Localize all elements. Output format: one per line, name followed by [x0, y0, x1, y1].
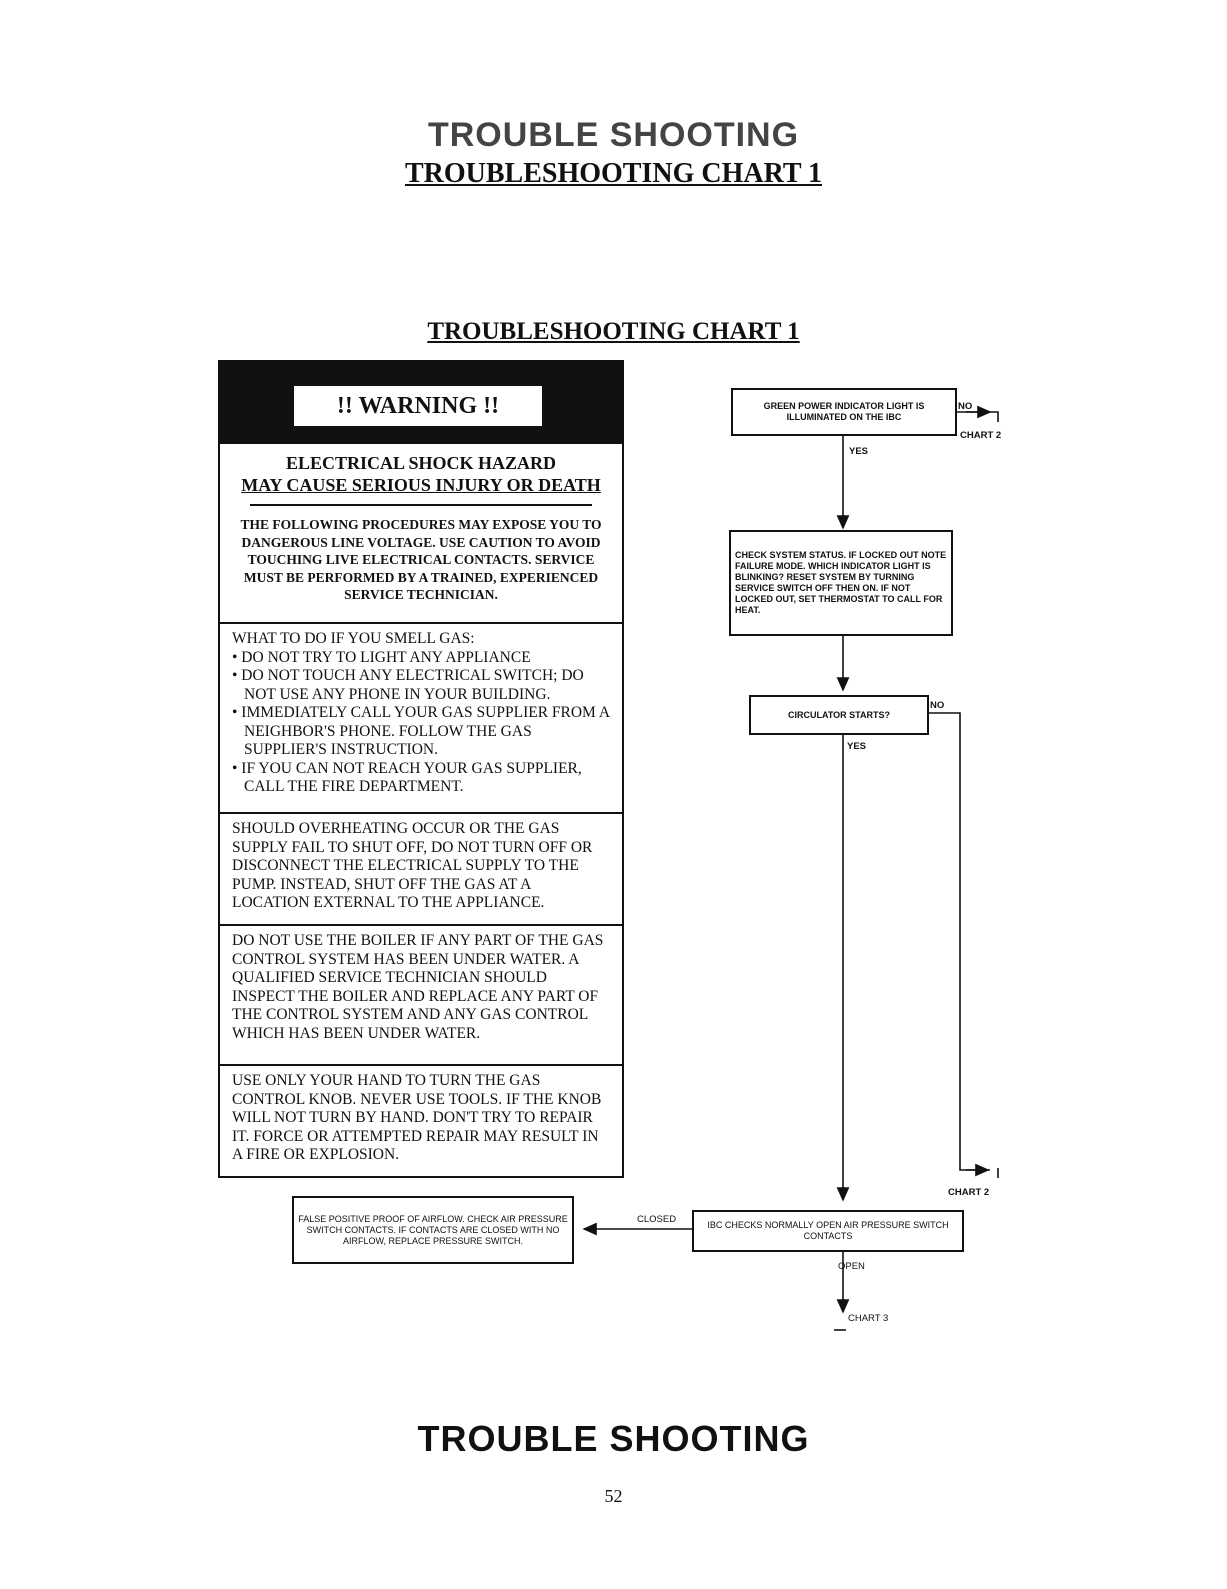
chart-2-reference: CHART 2 — [948, 1187, 990, 1198]
open-label: OPEN — [838, 1261, 865, 1272]
page-number: 52 — [604, 1486, 623, 1506]
power-indicator-box: GREEN POWER INDICATOR LIGHT IS ILLUMINATED ON THE IBC — [731, 388, 957, 436]
air-pressure-switch-box: IBC CHECKS NORMALLY OPEN AIR PRESSURE SWITCH CONTACTS — [692, 1210, 964, 1252]
hazard-text: THE FOLLOWING PROCEDURES MAY EXPOSE YOU TO DANGEROUS LINE VOLTAGE. USE CAUTION TO AVOID TOUCHING LIVE ELECTRICAL CONTACTS. SERVICE MUST BE PERFORMED BY A TRAINED, EXPERIENCED SERVICE TECHNICIAN. — [240, 517, 602, 602]
yes-label: YES — [847, 741, 867, 752]
water-section: DO NOT USE THE BOILER IF ANY PART OF THE GAS CONTROL SYSTEM HAS BEEN UNDER WATER. A QUALIFIED SERVICE TECHNICIAN SHOULD INSPECT THE BOILER AND REPLACE ANY PART OF THE CONTROL SYSTEM AND ANY GAS CONTROL WHICH HAS BEEN UNDER WATER. — [220, 924, 622, 1049]
hazard-line-2: MAY CAUSE SERIOUS INJURY OR DEATH — [241, 475, 601, 495]
no-label: NO — [930, 700, 945, 711]
no-label: NO — [958, 401, 973, 412]
smell-gas-item: • DO NOT TRY TO LIGHT ANY APPLIANCE — [232, 648, 531, 666]
page-title: TROUBLESHOOTING CHART 1 — [404, 158, 823, 189]
smell-gas-item: • IF YOU CAN NOT REACH YOUR GAS SUPPLIER, CALL THE FIRE DEPARTMENT. — [232, 759, 582, 795]
chart-2-reference: CHART 2 — [960, 430, 1002, 441]
chart-3-reference: CHART 3 — [848, 1313, 889, 1324]
yes-label: YES — [849, 446, 869, 457]
smell-gas-item: • IMMEDIATELY CALL YOUR GAS SUPPLIER FROM A NEIGHBOR'S PHONE. FOLLOW THE GAS SUPPLIER'S INSTRUCTION. — [232, 704, 610, 758]
chart-title: TROUBLESHOOTING CHART 1 — [427, 318, 800, 345]
circulator-starts-box: CIRCULATOR STARTS? — [749, 695, 929, 735]
banner-bottom: TROUBLE SHOOTING — [417, 1418, 810, 1459]
closed-label: CLOSED — [637, 1214, 677, 1225]
smell-gas-heading: WHAT TO DO IF YOU SMELL GAS: — [232, 630, 475, 647]
banner-top: TROUBLE SHOOTING — [427, 116, 800, 154]
warning-title: !! WARNING !! — [292, 384, 544, 428]
control-knob-section: USE ONLY YOUR HAND TO TURN THE GAS CONTROL KNOB. NEVER USE TOOLS. IF THE KNOB WILL NOT TURN BY HAND. DON'T TRY TO REPAIR IT. FORCE OR ATTEMPTED REPAIR MAY RESULT IN A FIRE OR EXPLOSION. — [220, 1064, 622, 1171]
smell-gas-item: • DO NOT TOUCH ANY ELECTRICAL SWITCH; DO NOT USE ANY PHONE IN YOUR BUILDING. — [232, 667, 584, 703]
overheating-section: SHOULD OVERHEATING OCCUR OR THE GAS SUPPLY FAIL TO SHUT OFF, DO NOT TURN OFF OR DISCONNECT THE ELECTRICAL SUPPLY TO THE PUMP. INSTEAD, SHUT OFF THE GAS AT A LOCATION EXTERNAL TO THE APPLIANCE. — [220, 812, 622, 919]
hazard-line-1: ELECTRICAL SHOCK HAZARD — [285, 453, 557, 473]
check-system-status-box: CHECK SYSTEM STATUS. IF LOCKED OUT NOTE FAILURE MODE. WHICH INDICATOR LIGHT IS BLINKING? RESET SYSTEM BY TURNING SERVICE SWITCH OFF THEN ON. IF NOT LOCKED OUT, SET THERMOSTAT TO CALL FOR HEAT. — [729, 530, 953, 636]
false-positive-box: FALSE POSITIVE PROOF OF AIRFLOW. CHECK AIR PRESSURE SWITCH CONTACTS. IF CONTACTS ARE CLOSED WITH NO AIRFLOW, REPLACE PRESSURE SWITCH. — [292, 1196, 574, 1264]
